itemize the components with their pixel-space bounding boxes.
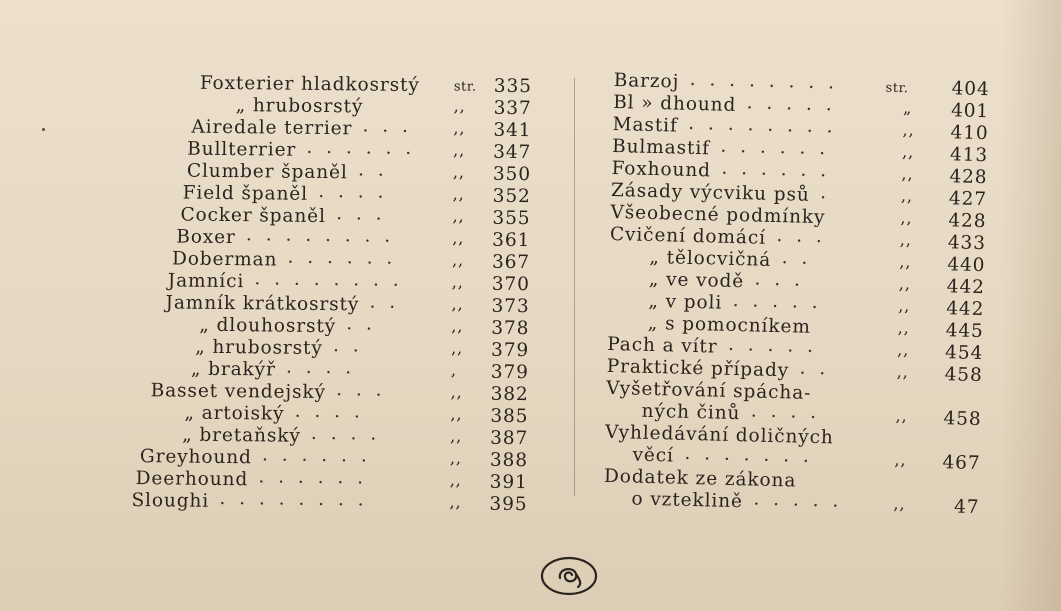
ditto-mark: ,,: [896, 362, 909, 382]
page-ornament-icon: [540, 556, 598, 596]
ditto-mark: ,,: [451, 338, 464, 358]
ditto-mark: ,,: [453, 140, 466, 160]
toc-entry-title: Bulmastif: [611, 135, 711, 160]
toc-entry-title: Jamníci: [167, 270, 245, 293]
toc-entry-title: Foxhound: [611, 157, 712, 182]
toc-entry-title: Vyšetřování spácha-: [605, 377, 812, 404]
leader-dots: . . . .: [750, 400, 821, 424]
leader-dots: . . . . . .: [721, 157, 831, 182]
toc-page-number: 337: [493, 97, 532, 120]
ditto-mark: ,,: [898, 296, 911, 316]
ditto-mark: ,,: [452, 206, 465, 226]
toc-entry-title: o vzteklině: [631, 488, 744, 513]
toc-page-number: 395: [489, 493, 528, 516]
ditto-mark: ,,: [894, 449, 907, 470]
toc-page-number: 428: [948, 210, 987, 233]
ditto-mark: ,,: [451, 250, 465, 270]
toc-page-number: 367: [491, 251, 531, 274]
ditto-mark: ,,: [450, 426, 463, 446]
leader-dots: . .: [357, 159, 388, 181]
leader-dots: . . . .: [318, 180, 388, 203]
toc-entry-title: „ hrubosrstý: [235, 95, 364, 118]
toc-page-number: 433: [947, 232, 987, 255]
ditto-mark: ,,: [450, 382, 463, 402]
toc-page-number: 454: [944, 342, 984, 365]
ditto-mark: ,,: [449, 448, 463, 468]
page-prefix: str.: [453, 79, 477, 95]
leader-dots: . .: [369, 291, 400, 313]
toc-page-number: 427: [948, 188, 988, 211]
toc-entry-title: „ s pomocníkem: [647, 312, 812, 338]
ditto-mark: ,,: [451, 294, 464, 314]
toc-page-number: 373: [491, 295, 530, 318]
leader-dots: . . . . . . . .: [689, 68, 839, 94]
ditto-mark: ,,: [901, 164, 914, 184]
paper-speck: [42, 128, 45, 131]
leader-dots: . . . . . . . .: [688, 112, 837, 138]
leader-dots: . . . .: [294, 400, 364, 423]
leader-dots: . . . . . .: [261, 444, 371, 467]
toc-entry-title: Vyhledávání doličných: [604, 421, 834, 449]
toc-entry-title: „ bretaňský: [182, 424, 301, 447]
ditto-mark: ,,: [901, 142, 915, 162]
toc-page-number: 428: [949, 166, 988, 189]
toc-entry-title: Sloughi: [131, 490, 210, 512]
ditto-mark: ,,: [893, 493, 906, 514]
toc-page-number: 391: [489, 471, 528, 494]
ditto-mark: ,,: [899, 252, 912, 272]
toc-entry-title: „ brakýř: [190, 358, 276, 381]
toc-page-number: 440: [947, 254, 986, 277]
toc-entry-title: „ artoiský: [184, 402, 285, 425]
leader-dots: . . . . . .: [258, 466, 368, 489]
toc-page-number: 467: [942, 452, 981, 475]
page-prefix: str.: [885, 80, 909, 97]
toc-page-number: 378: [491, 317, 530, 340]
ditto-mark: ,,: [449, 492, 462, 512]
leader-dots: . . . . . .: [287, 246, 397, 269]
toc-entry-title: Bullterrier: [187, 138, 297, 161]
toc-entry-title: Foxterier hladkosrstý: [199, 72, 420, 97]
toc-page-number: 379: [490, 339, 530, 362]
toc-entry-title: „ v poli: [648, 290, 723, 314]
toc-page-number: 335: [493, 75, 532, 98]
toc-page-number: 379: [490, 361, 529, 384]
leader-dots: . . . . . . .: [684, 442, 814, 467]
leader-dots: . . . . .: [746, 92, 836, 116]
leader-dots: . . . . .: [727, 333, 818, 358]
ditto-mark: ,,: [450, 404, 463, 424]
toc-page-number: 445: [945, 320, 984, 343]
leader-dots: . . . . .: [753, 488, 843, 512]
toc-left-column: [127, 72, 532, 516]
toc-entry-title: Greyhound: [139, 446, 252, 469]
toc-entry-title: Boxer: [176, 226, 236, 249]
toc-entry-title: Zásady výcviku psů: [610, 179, 810, 206]
leader-dots: . . .: [362, 115, 413, 137]
toc-entry-title: Airedale terrier: [191, 116, 353, 140]
toc-page-number: 385: [490, 405, 529, 428]
toc-page-number: 442: [945, 298, 985, 321]
toc-entry-title: „ hrubosrstý: [195, 336, 323, 360]
ditto-mark: ,,: [453, 96, 466, 116]
leader-dots: . .: [781, 247, 812, 269]
toc-entry-title: Praktické případy: [606, 355, 790, 382]
toc-page-number: 413: [949, 144, 989, 167]
toc-entry-title: „ tělocvičná: [649, 246, 772, 271]
toc-page-number: 370: [491, 273, 530, 296]
ditto-mark: ,,: [898, 274, 912, 294]
leader-dots: . . . . . .: [720, 135, 830, 160]
leader-dots: .: [819, 182, 831, 204]
ditto-mark: ,,: [451, 316, 464, 336]
toc-page-number: 341: [493, 119, 532, 142]
toc-page-number: 355: [492, 207, 531, 230]
toc-page-number: 352: [492, 185, 531, 208]
ditto-mark: ,,: [452, 184, 465, 204]
ditto-mark: ,,: [452, 228, 465, 248]
toc-entry-title: Mastif: [612, 113, 678, 137]
toc-entry-title: Cocker španěl: [180, 204, 326, 228]
toc-page-number: 442: [946, 276, 986, 299]
toc-right-column: [603, 70, 1006, 519]
toc-page-number: 458: [944, 364, 983, 387]
ditto-mark: ,,: [899, 230, 913, 250]
toc-entry-title: „ ve vodě: [648, 268, 745, 293]
toc-entry-title: Clumber španěl: [186, 160, 348, 184]
ditto-mark: ,,: [897, 318, 911, 338]
toc-entry-title: Jamník krátkosrstý: [165, 292, 360, 316]
leader-dots: . .: [346, 313, 377, 335]
leader-dots: . .: [799, 357, 830, 380]
toc-page-number: 361: [492, 229, 531, 252]
column-divider: [574, 78, 575, 496]
toc-page-number: 410: [950, 122, 989, 145]
ditto-mark: ,,: [900, 208, 913, 228]
toc-entry-title: ných činů: [641, 400, 741, 425]
toc-entry-title: Field španěl: [182, 182, 309, 205]
leader-dots: . . .: [754, 268, 805, 291]
page-edge-shadow: [1001, 0, 1061, 611]
ditto-mark: ,,: [902, 120, 915, 140]
toc-page-number: 47: [953, 496, 980, 519]
toc-page-number: 382: [490, 383, 529, 406]
toc-entry-title: Všeobecné podmínky: [610, 201, 826, 229]
leader-dots: . . . . .: [732, 289, 822, 314]
toc-entry-title: „ dlouhosrstý: [199, 314, 337, 338]
toc-entry-title: Cvičení domácí: [609, 223, 767, 249]
toc-entry-title: věcí: [632, 444, 675, 467]
ditto-mark: ,,: [900, 186, 914, 206]
leader-dots: . . . .: [310, 422, 381, 445]
leader-dots: . . . . . .: [306, 136, 416, 159]
leader-dots: . .: [332, 335, 363, 357]
ditto-mark: ,,: [449, 470, 462, 490]
ditto-mark: ,,: [895, 405, 908, 426]
toc-entry-title: Doberman: [171, 248, 278, 271]
toc-page-number: 401: [950, 100, 990, 123]
toc-entry: [127, 487, 528, 516]
leader-dots: . . . . . . . .: [254, 268, 403, 291]
toc-page-number: 404: [951, 78, 990, 101]
ditto-mark: ,,: [897, 340, 910, 360]
toc-page-number: 387: [490, 427, 529, 450]
leader-dots: . . . . . . . .: [219, 487, 368, 511]
toc-entry-title: Basset vendejský: [150, 380, 327, 404]
toc-entry-title: Barzoj: [613, 70, 680, 93]
toc-entry-title: Bl » dhound: [612, 91, 737, 116]
leader-dots: . . .: [336, 203, 386, 225]
leader-dots: . . .: [336, 379, 386, 401]
ditto-mark: ,: [450, 360, 457, 380]
ditto-mark: ,,: [452, 162, 466, 182]
toc-page-number: 347: [493, 141, 532, 164]
toc-entry-title: Pach a vítr: [607, 333, 718, 358]
toc-entry-title: Dodatek ze zákona: [603, 465, 797, 492]
ditto-mark: „: [902, 98, 913, 118]
leader-dots: . . . . . . . .: [245, 224, 395, 247]
toc-entry-title: Deerhound: [135, 468, 249, 491]
ditto-mark: ,,: [453, 118, 466, 138]
toc-page-number: 458: [943, 408, 982, 431]
leader-dots: . . . .: [285, 356, 356, 379]
leader-dots: . . .: [776, 225, 827, 248]
ditto-mark: ,,: [451, 272, 464, 292]
toc-page-number: 388: [489, 449, 529, 472]
toc-page-number: 350: [492, 163, 532, 186]
